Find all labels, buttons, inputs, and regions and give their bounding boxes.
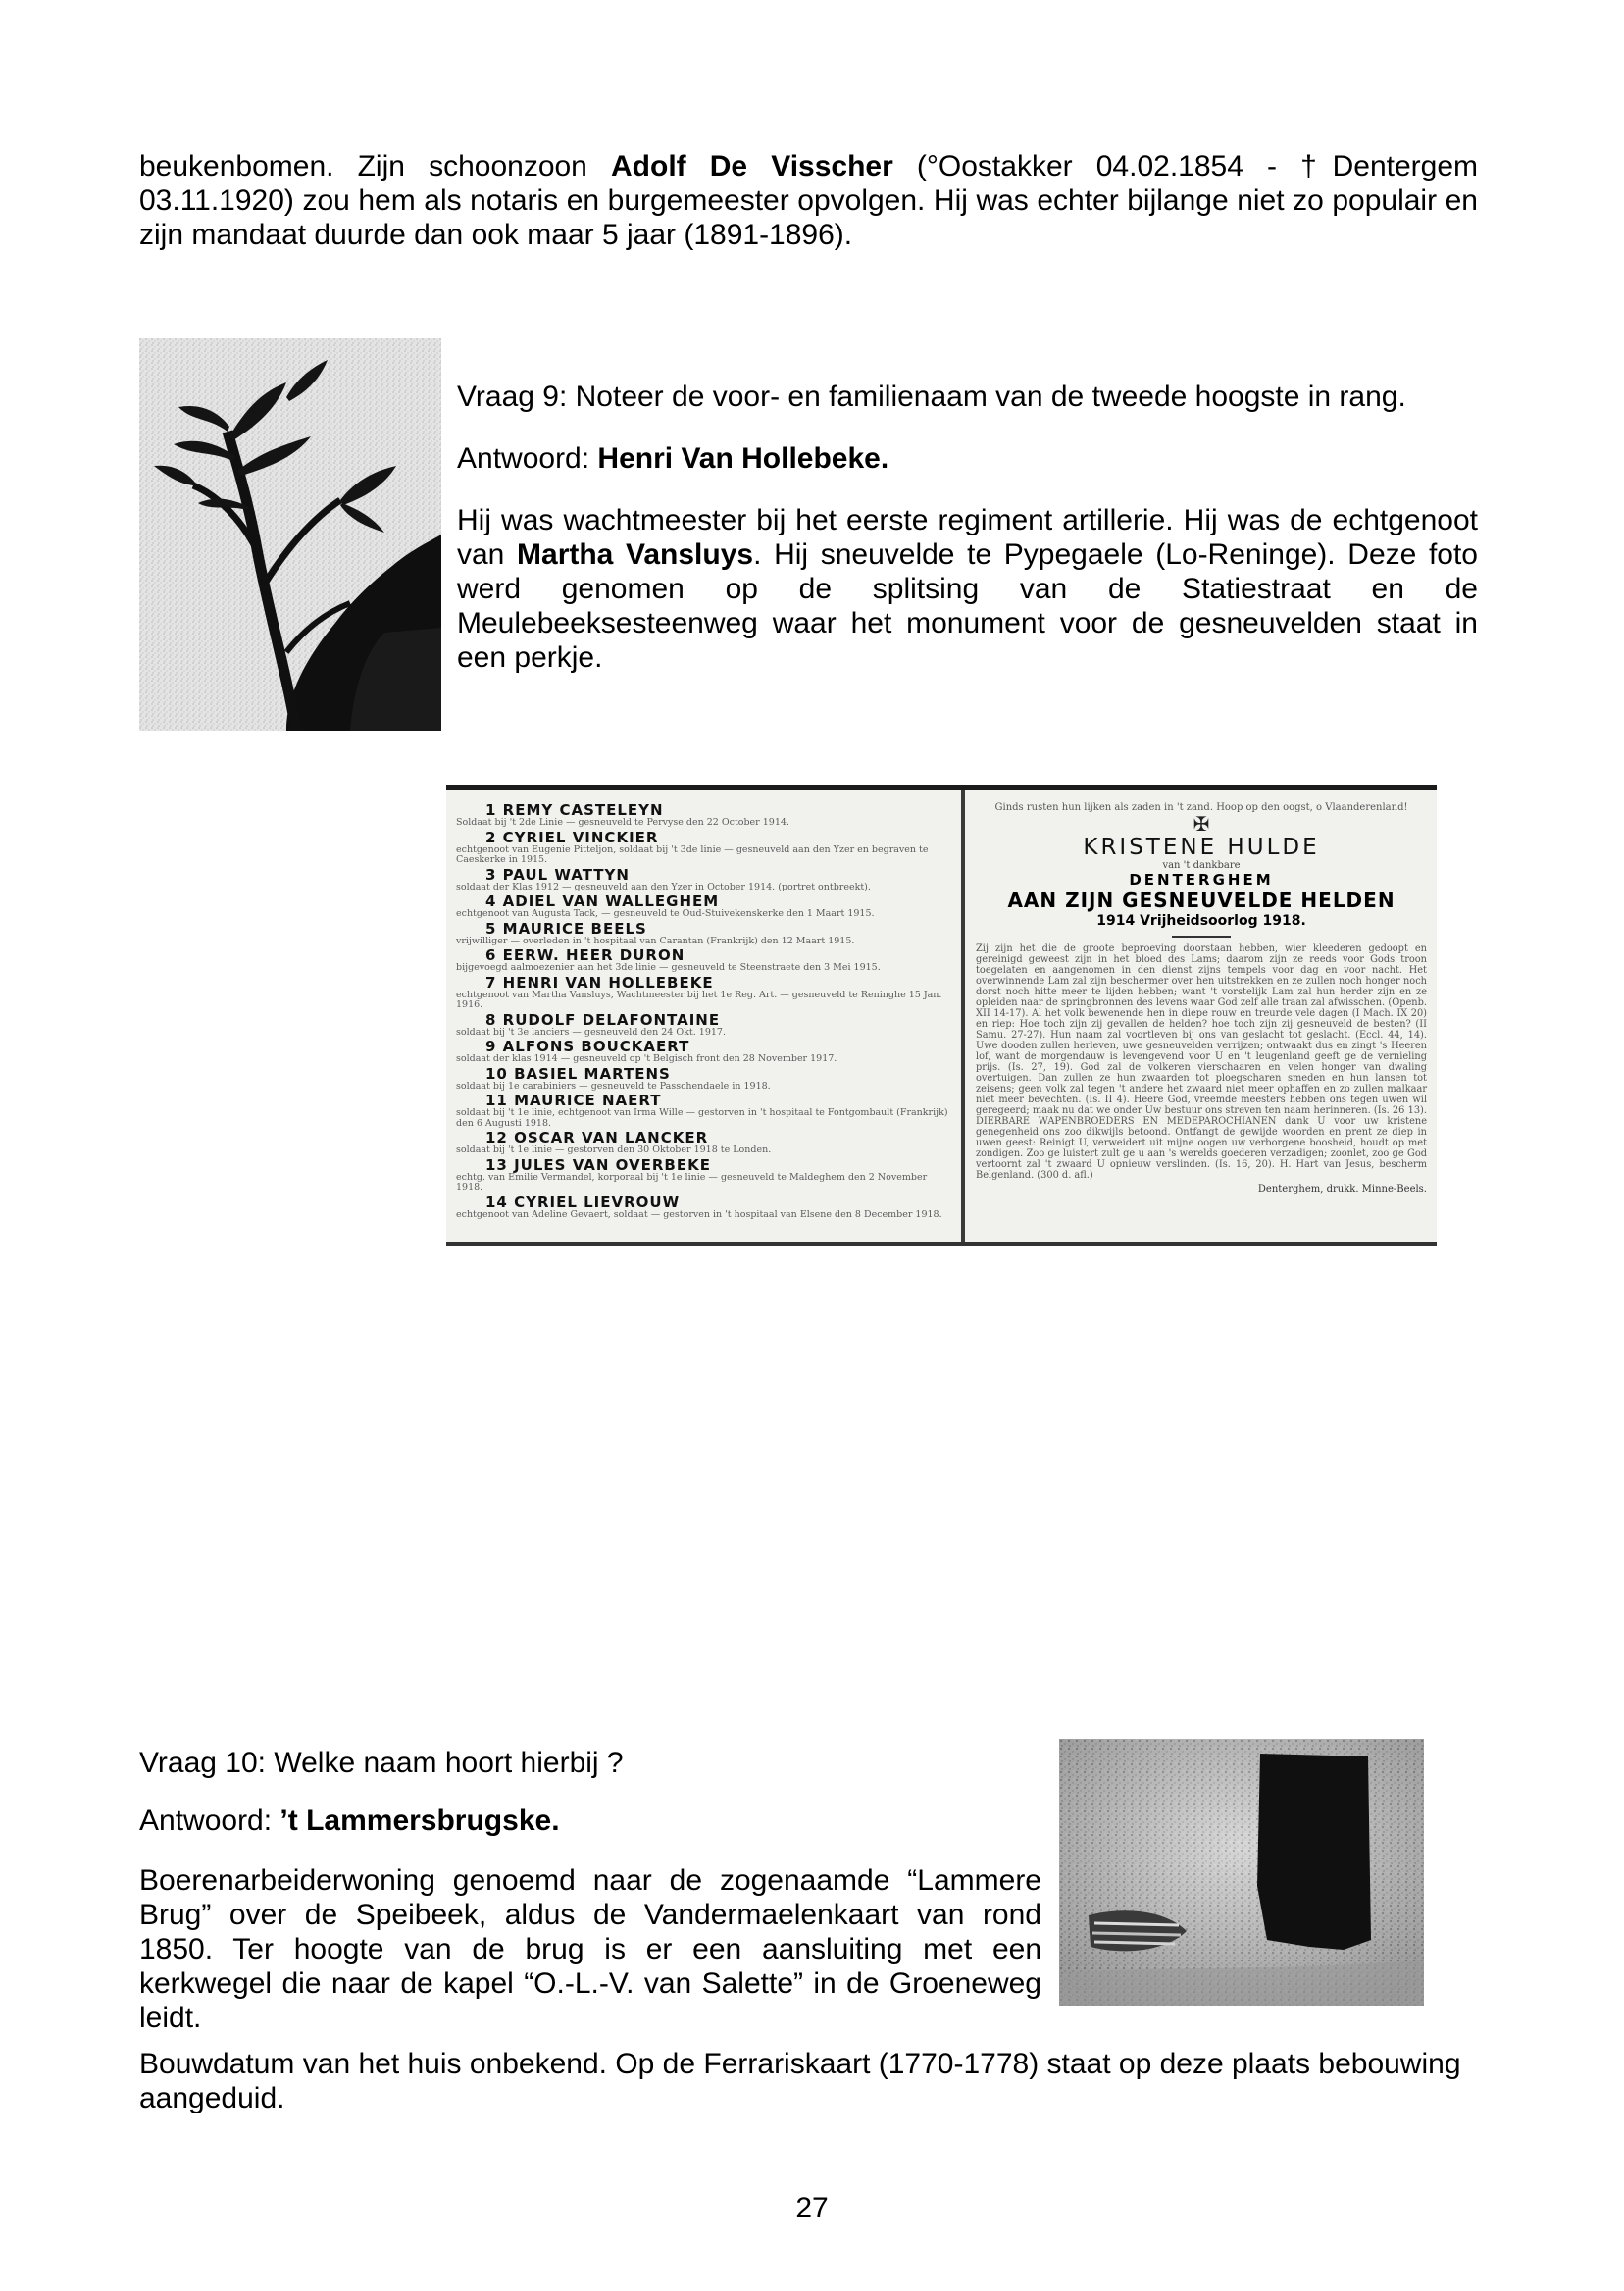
fallen-soldiers-list xyxy=(456,802,956,1221)
plaque-printer: Denterghem, drukk. Minne-Beels. xyxy=(1257,1184,1427,1195)
fallen-soldier-description: echtgenoot van Adeline Gevaert, soldaat — gestorven in 't hospitaal van Elsene den 8 December 1918. xyxy=(456,1208,942,1220)
answer-10-value: ’t Lammersbrugske. xyxy=(279,1805,560,1837)
fallen-soldier-description: soldaat der Klas 1912 — gesneuveld aan den Yzer in October 1914. (portret ontbreekt). xyxy=(456,881,871,892)
fallen-soldier-name: 9 ALFONS BOUCKAERT xyxy=(485,1038,690,1055)
fallen-soldier-description: soldaat bij 't 3e lanciers — gesneuveld den 24 Okt. 1917. xyxy=(456,1026,726,1038)
fallen-soldier-entry xyxy=(456,1157,956,1194)
intro-person-name: Adolf De Visscher xyxy=(611,150,893,182)
fallen-soldier-name: 7 HENRI VAN HOLLEBEKE xyxy=(485,973,714,992)
question-10: Vraag 10: Welke naam hoort hierbij ? xyxy=(139,1747,624,1779)
bridge-closeup-photo xyxy=(1059,1739,1424,2006)
fallen-soldier-name: 11 MAURICE NAERT xyxy=(485,1092,662,1109)
fallen-soldier-entry xyxy=(456,921,956,947)
fallen-soldier-name: 3 PAUL WATTYN xyxy=(485,865,630,884)
plaque-rule xyxy=(1172,936,1231,938)
intro-text-end: (°Oostakker 04.02.1854 - †Dentergem 03.11.1920) zou hem als notaris en burgemeester opvolgen. Hij was echter bijlange niet zo populair en zijn mandaat duurde dan ook maar 5 jaar (1891-1896). xyxy=(139,150,1479,251)
fallen-soldier-entry xyxy=(456,975,956,1011)
cross-icon: ✠ xyxy=(1193,812,1210,836)
plaque-divider xyxy=(961,790,965,1242)
plaque-heading: AAN ZIJN GESNEUVELDE HELDEN xyxy=(1007,889,1396,912)
fallen-soldier-name: 8 RUDOLF DELAFONTAINE xyxy=(485,1010,721,1029)
question-9: Vraag 9: Noteer de voor- en familienaam van de tweede hoogste in rang. xyxy=(457,381,1406,413)
fallen-soldier-entry xyxy=(456,1130,956,1156)
answer-9 xyxy=(457,441,1478,476)
fallen-soldier-name: 1 REMY CASTELEYN xyxy=(485,801,664,819)
fallen-soldier-description: soldaat bij 't 1e linie — gestorven den 30 Oktober 1918 te Londen. xyxy=(456,1145,772,1155)
fallen-soldier-description: Soldaat bij 't 2de Linie — gesneuveld te Pervyse den 22 October 1914. xyxy=(456,817,789,828)
plaque-intro-verse: Ginds rusten hun lijken als zaden in 't zand. Hoop op den oogst, o Vlaanderenland! xyxy=(994,802,1408,813)
fallen-soldier-description: echtgenoot van Eugenie Pitteljon, soldaat bij 't 3de linie — gesneuveld aan den Yzer en begraven te Caeskerke in 1915. xyxy=(456,843,929,865)
plaque-scripture-text: Zij zijn het die de groote beproeving doorstaan hebben, wier kleederen gedoopt en gereinigd geweest zijn in het bloed des Lams; daarom zijn ze reeds voor Gods troon toegelaten en aangenomen in den dienst zijns tempels voor dag en voor nacht. Het overwinnende Lam zal zijn beschermer over hen uitstrekken en ze zullen noch honger noch dorst noch hitte meer te lijden hebben; want 't vorstelijk Lam zal hun herder zijn en ze opleiden naar de springbronnen des levens waar God zelf alle traan zal afwisschen. (Openb. XII 14-17). Al het volk bewenende hen in diepe rouw en treurde vele dagen (I Mach. IX 20) en riep: Hoe toch zijn zij gevallen de helden? hoe toch zijn zij gesneuveld de besten? (II Samu. 27-27). Hun naam zal voortleven bij ons van geslacht tot geslacht. (Eccl. 44, 14). Uwe dooden zullen herleven, uwe gesneuvelden verrijzen; ontwaakt dus en zingt 's Heeren lof, want de morgendauw is levengevend voor U en 't leugenland geeft ge de vernieling prijs. (Is. 27, 19). God zal de volkeren vierschaaren en velen honger van dwaling overtuigen. Dan zullen ze hun zwaarden tot ploegscharen smeden en hun lansen tot zeisens; geen volk zal tegen 't andere het zwaard niet meer ophaffen en zo zullen malkaar niet meer bevechten. (Is. II 4). Heere God, vreemde meesters hebben ons tegen uwen wil geregeerd; maak nu dat we onder Uw bestuur ons streven ten naam herinneren. (Is. 26 13). DIERBARE WAPENBROEDERS EN MEDEPAROCHIANEN dank U voor uw kristene genegenheid ons zoo dikwijls betoond. Ontfangt de gewijde woorden en prent ze diep in uwen geest: Reinigt U, verweidert uit mijne oogen uw verborgene boosheid, houdt op met zondigen. Zoo ge luistert zult ge u aan 's werelds goederen verzadigen; zoonlet, zoo ge God vertoornt zal 't zwaard U opnieuw verslinden. (Is. 16, 20). H. Hart van Jesus, bescherm Belgenland. (300 d. afl.) xyxy=(976,943,1427,1181)
fallen-soldier-description: soldaat der klas 1914 — gesneuveld op 't Belgisch front den 28 November 1917. xyxy=(456,1053,837,1064)
fallen-soldier-description: echtg. van Emilie Vermandel, korporaal bij 't 1e linie — gesneuveld te Maldeghem den 2 November 1918. xyxy=(456,1171,928,1193)
fallen-soldier-entry xyxy=(456,893,956,920)
answer-10 xyxy=(139,1804,1041,1838)
fallen-soldier-name: 4 ADIEL VAN WALLEGHEM xyxy=(485,892,720,910)
fallen-soldier-name: 12 OSCAR VAN LANCKER xyxy=(485,1129,709,1146)
fallen-soldier-description: soldaat bij 1e carabiniers — gesneuveld te Passchendaele in 1918. xyxy=(456,1080,771,1092)
plant-silhouette-photo xyxy=(139,338,441,731)
intro-text-start: beukenbomen. Zijn schoonzoon xyxy=(139,150,611,182)
q9-body-end: . Hij sneuvelde te Pypegaele (Lo-Reninge). Deze foto werd genomen op de splitsing van de Statiestraat en de Meulebeeksesteenweg waar het monument voor de gesneuvelden staat in een perkje. xyxy=(457,538,1478,674)
answer-9-explanation xyxy=(457,503,1478,675)
fallen-soldier-name: 5 MAURICE BEELS xyxy=(485,919,647,938)
fallen-soldier-entry xyxy=(456,1039,956,1065)
answer-9-label: Antwoord: xyxy=(457,442,598,475)
fallen-soldier-description: echtgenoot van Augusta Tack, — gesneuveld te Oud-Stuivekenskerke den 1 Maart 1915. xyxy=(456,908,875,919)
page-number: 27 xyxy=(795,2192,829,2224)
plaque-place: DENTERGHEM xyxy=(1129,871,1274,889)
answer-10-label: Antwoord: xyxy=(139,1805,280,1837)
fallen-soldier-entry xyxy=(456,867,956,893)
q9-spouse-name: Martha Vansluys xyxy=(517,538,754,571)
fallen-soldier-name: 13 JULES VAN OVERBEKE xyxy=(485,1155,711,1174)
answer-10-explanation: Boerenarbeiderwoning genoemd naar de zogenaamde “Lammere Brug” over de Speibeek, aldus de Vandermaelenkaart van rond 1850. Ter hoogte van de brug is er een aansluiting met een kerkwegel die naar de kapel “O.-L.-V. van Salette” in de Groeneweg leidt. xyxy=(139,1864,1041,2034)
fallen-soldier-name: 10 BASIEL MARTENS xyxy=(485,1064,671,1083)
fallen-soldier-entry xyxy=(456,1066,956,1093)
fallen-soldier-description: vrijwilliger — overleden in 't hospitaal van Carantan (Frankrijk) den 12 Maart 1915. xyxy=(456,935,855,946)
question-10-block xyxy=(139,1746,1041,2035)
fallen-soldier-description: bijgevoegd aalmoezenier aan het 3de linie — gesneuveld te Steenstraete den 3 Mei 1915. xyxy=(456,962,881,973)
fallen-soldier-entry xyxy=(456,1093,956,1129)
plaque-years: 1914 Vrijheidsoorlog 1918. xyxy=(1096,913,1306,929)
fallen-soldier-name: 6 EERW. HEER DURON xyxy=(485,946,685,964)
fallen-soldier-entry xyxy=(456,1012,956,1039)
fallen-soldier-description: soldaat bij 't 1e linie, echtgenoot van Irma Wille — gestorven in 't hospitaal te Fontgombault (Frankrijk) den 6 Augusti 1918. xyxy=(456,1107,948,1129)
answer-9-value: Henri Van Hollebeke. xyxy=(597,442,889,475)
fallen-soldier-entry xyxy=(456,1195,956,1221)
fallen-soldier-entry xyxy=(456,947,956,974)
q9-body-start: Hij was wachtmeester bij het eerste regiment artillerie. Hij was de echtgenoot van xyxy=(457,504,1478,571)
plaque-subtitle: van 't dankbare xyxy=(1162,860,1241,871)
plaque-dedication xyxy=(976,802,1427,1196)
question-9-block xyxy=(457,380,1478,675)
fallen-soldier-name: 14 CYRIEL LIEVROUW xyxy=(485,1193,681,1211)
intro-paragraph xyxy=(139,149,1478,252)
fallen-soldier-description: echtgenoot van Martha Vansluys, Wachtmeester bij het 1e Reg. Art. — gesneuveld te Reninghe 15 Jan. 1916. xyxy=(456,989,942,1010)
fallen-soldier-entry xyxy=(456,802,956,829)
war-memorial-plaque-image xyxy=(446,785,1437,1246)
fallen-soldier-entry xyxy=(456,830,956,866)
plaque-title: KRISTENE HULDE xyxy=(1083,835,1320,860)
closing-paragraph: Bouwdatum van het huis onbekend. Op de Ferrariskaart (1770-1778) staat op deze plaats bebouwing aangeduid. xyxy=(139,2048,1461,2114)
fallen-soldier-name: 2 CYRIEL VINCKIER xyxy=(485,828,659,846)
